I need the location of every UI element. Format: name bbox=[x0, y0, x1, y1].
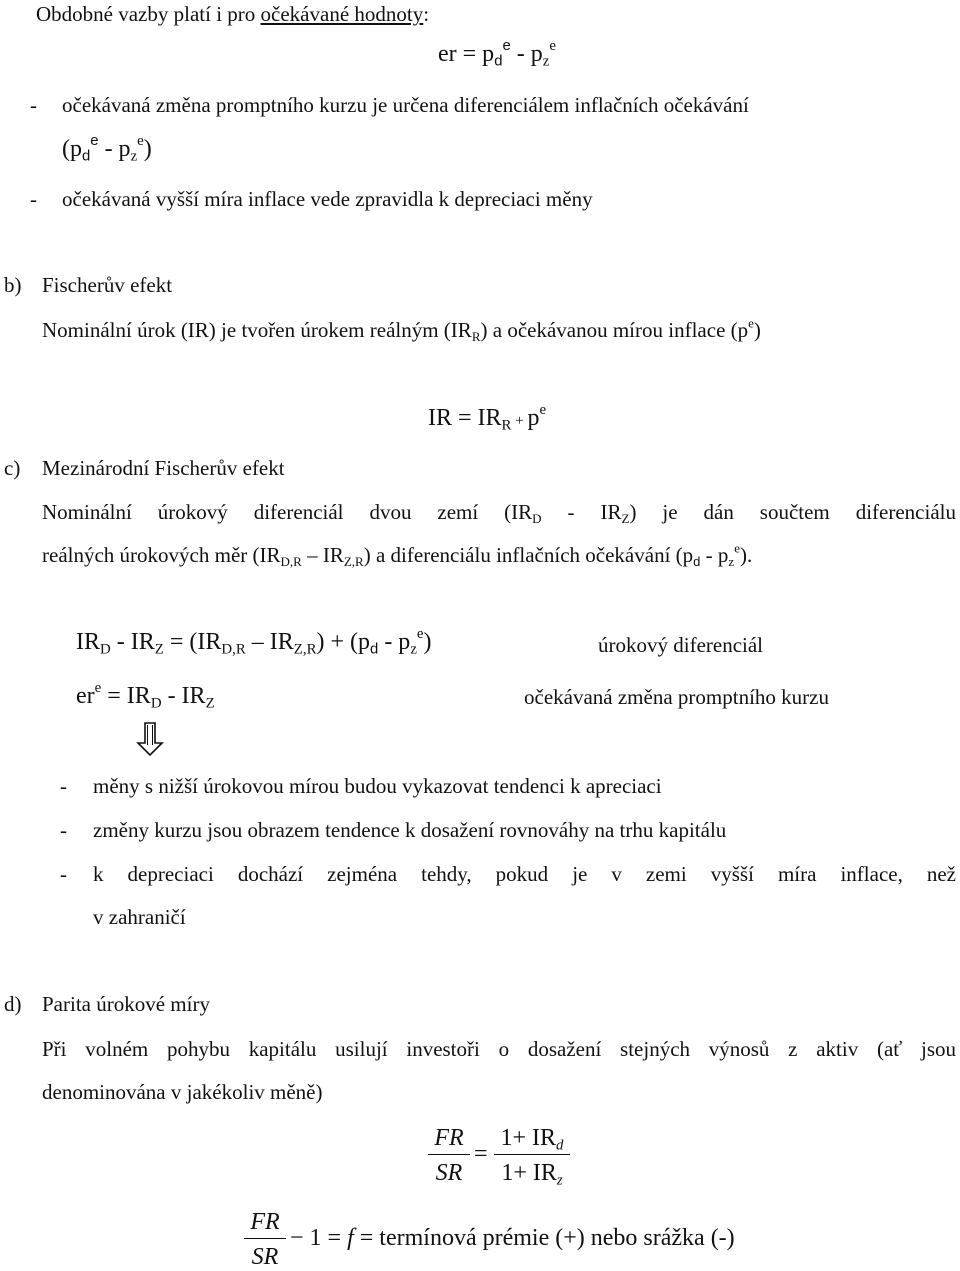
section-c-line2-sub-z: z bbox=[728, 553, 735, 569]
eq2-c: - IR bbox=[161, 683, 206, 709]
intro-underlined: očekávané hodnoty bbox=[260, 2, 424, 26]
formula-er-sub-d: d bbox=[494, 53, 503, 70]
section-c-line2 bbox=[42, 540, 753, 569]
frac1-num: FR bbox=[434, 1125, 464, 1151]
frac1-den2 bbox=[494, 1159, 570, 1187]
eq2-sup-e: e bbox=[94, 679, 102, 696]
frac1-equals: = bbox=[474, 1141, 488, 1167]
eq2-sub-d: D bbox=[150, 695, 162, 712]
frac1-bar2 bbox=[494, 1154, 570, 1155]
eq1-sub-d: D bbox=[100, 641, 111, 658]
eq1-a: IR bbox=[76, 629, 100, 655]
fraction-fr-sr-2 bbox=[244, 1208, 286, 1271]
eq1-e: ) + (p bbox=[316, 629, 371, 655]
section-b-desc-sub: R bbox=[471, 328, 481, 344]
frac2-rest-b: = bbox=[353, 1225, 380, 1251]
bullet-a1 bbox=[30, 93, 37, 117]
fischer-formula-sub-r: R bbox=[501, 417, 512, 434]
section-d-title: Parita úrokové míry bbox=[42, 992, 210, 1016]
eq2-b: = IR bbox=[101, 683, 151, 709]
down-arrow-icon bbox=[136, 722, 164, 756]
interest-differential-equation bbox=[76, 625, 432, 658]
section-c-line2-a: reálných úrokových měr (IR bbox=[42, 543, 281, 567]
section-d-label: d) bbox=[4, 992, 22, 1016]
section-c-line2-sub-zr: Z,R bbox=[343, 553, 364, 569]
intro-prefix: Obdobné vazby platí i pro bbox=[36, 2, 261, 26]
section-d-line2: denominována v jakékoliv měně) bbox=[42, 1080, 323, 1104]
fraction-fr-sr bbox=[428, 1124, 470, 1187]
frac1-den2-sub: z bbox=[556, 1172, 563, 1189]
bullet-c1-text: měny s nižší úrokovou mírou budou vykazovat tendenci k apreciaci bbox=[93, 774, 662, 798]
eq1-sup-e: e bbox=[416, 625, 424, 642]
eq2-label: očekávaná změna promptního kurzu bbox=[524, 685, 829, 709]
section-c-line2-d: ). bbox=[739, 543, 753, 567]
section-c-title: Mezinárodní Fischerův efekt bbox=[42, 456, 285, 480]
frac2-num: FR bbox=[250, 1209, 280, 1235]
section-c-line2-c: - p bbox=[700, 543, 729, 567]
eq1-g: ) bbox=[423, 629, 432, 655]
section-c-line1-b: - IR bbox=[541, 500, 622, 524]
section-c-line2-sup-e: e bbox=[734, 540, 740, 556]
bullet-a2-open: (p bbox=[62, 136, 82, 162]
formula-er bbox=[438, 37, 556, 70]
frac2-bar bbox=[244, 1238, 286, 1239]
formula-er-sup-e: e bbox=[502, 37, 511, 54]
bullet-c4-text: v zahraničí bbox=[93, 905, 186, 929]
eq2-sub-z: Z bbox=[205, 695, 215, 712]
section-b-desc-a: Nominální úrok (IR) je tvořen úrokem reálným (IR bbox=[42, 318, 472, 342]
intro-line bbox=[36, 2, 429, 26]
eq1-label: úrokový diferenciál bbox=[598, 633, 764, 657]
formula-er-sub-z: z bbox=[542, 53, 550, 70]
section-c-line2-sub-d: d bbox=[693, 553, 701, 569]
bullet-a2-sub-z: z bbox=[130, 148, 138, 165]
section-b-desc-b: ) a očekávanou mírou inflace (p bbox=[480, 318, 749, 342]
section-c-line1-sub-d: D bbox=[532, 510, 542, 526]
bullet-a1-text: očekávaná změna promptního kurzu je určena diferenciálem inflačních očekávání bbox=[62, 93, 749, 117]
frac1-den2-a: 1+ IR bbox=[501, 1160, 557, 1186]
formula-er-sup-e2: e bbox=[549, 37, 556, 54]
formula-er-text: er = p bbox=[438, 41, 495, 67]
eq1-b: - IR bbox=[110, 629, 155, 655]
section-c-line1-sub-z: Z bbox=[621, 510, 630, 526]
section-c-line1-a: Nominální úrokový diferenciál dvou zemí (IR bbox=[42, 500, 533, 524]
eq2-a: er bbox=[76, 683, 95, 709]
bullet-c3-dash: - bbox=[60, 862, 67, 886]
frac1-den: SR bbox=[435, 1160, 463, 1186]
formula-er-mid: - p bbox=[510, 41, 543, 67]
expected-exchange-rate-equation bbox=[76, 679, 215, 712]
eq1-sub-zr: Z,R bbox=[293, 641, 317, 658]
frac1-num2-a: 1+ IR bbox=[500, 1125, 557, 1151]
bullet-c2-text: změny kurzu jsou obrazem tendence k dosažení rovnováhy na trhu kapitálu bbox=[93, 818, 727, 842]
eq1-c: = (IR bbox=[163, 629, 222, 655]
fischer-formula-left: IR = IR bbox=[428, 405, 502, 431]
frac1-num2 bbox=[494, 1124, 570, 1152]
section-c-line2-sub-dr: D,R bbox=[280, 553, 302, 569]
eq1-d: – IR bbox=[245, 629, 294, 655]
forward-premium-equation bbox=[290, 1226, 735, 1250]
bullet-a2-sup-e: e bbox=[90, 132, 99, 149]
bullet-a3-dash: - bbox=[30, 187, 37, 211]
frac2-tail: termínová prémie (+) nebo srážka (-) bbox=[379, 1225, 735, 1251]
section-b-label: b) bbox=[4, 273, 22, 297]
frac2-den: SR bbox=[251, 1244, 279, 1270]
eq1-sub-pz: z bbox=[410, 641, 417, 658]
section-b-desc-c: ) bbox=[753, 318, 761, 342]
frac1-num2-sub: d bbox=[556, 1137, 564, 1154]
bullet-a2-sup-e2: e bbox=[137, 132, 144, 149]
eq1-f: - p bbox=[378, 629, 411, 655]
fischer-formula-sup-e: e bbox=[539, 401, 547, 418]
frac2-rest-a: − 1 = bbox=[290, 1225, 348, 1251]
bullet-a2-mid: - p bbox=[98, 136, 131, 162]
section-b-title: Fischerův efekt bbox=[42, 273, 173, 297]
section-c-label: c) bbox=[4, 456, 21, 480]
fischer-formula-p: p bbox=[527, 405, 540, 431]
intro-suffix: : bbox=[423, 2, 430, 26]
bullet-c3-text: k depreciaci dochází zejména tehdy, pokud je v zemi vyšší míra inflace, než bbox=[93, 862, 956, 886]
eq1-sub-dr: D,R bbox=[221, 641, 246, 658]
frac2-f: f bbox=[347, 1225, 354, 1251]
section-d-line1: Při volném pohybu kapitálu usilují investoři o dosažení stejných výnosů z aktiv (ať jsou bbox=[42, 1037, 956, 1061]
fraction-ir-ratio bbox=[494, 1124, 570, 1187]
bullet-dash: - bbox=[30, 93, 37, 117]
section-b-description bbox=[42, 315, 761, 344]
section-c-line2-dash: – IR bbox=[301, 543, 344, 567]
fischer-formula bbox=[428, 401, 547, 434]
fischer-formula-plus: + bbox=[511, 413, 528, 429]
eq1-sub-pd: d bbox=[370, 641, 379, 658]
bullet-a2-sub-d: d bbox=[82, 148, 91, 165]
section-b-desc-sup: e bbox=[748, 315, 754, 331]
eq1-sub-z: Z bbox=[154, 641, 164, 658]
section-c-line1-c: ) je dán součtem diferenciálu bbox=[629, 500, 956, 524]
bullet-a2-formula bbox=[62, 132, 152, 165]
bullet-a3-text: očekávaná vyšší míra inflace vede zpravidla k depreciaci měny bbox=[62, 187, 593, 211]
bullet-a2-close: ) bbox=[143, 136, 152, 162]
section-c-line1 bbox=[42, 500, 956, 524]
section-c-line2-b: ) a diferenciálu inflačních očekávání (p bbox=[363, 543, 694, 567]
frac1-bar bbox=[428, 1154, 470, 1155]
bullet-c2-dash: - bbox=[60, 818, 67, 842]
bullet-c1-dash: - bbox=[60, 774, 67, 798]
